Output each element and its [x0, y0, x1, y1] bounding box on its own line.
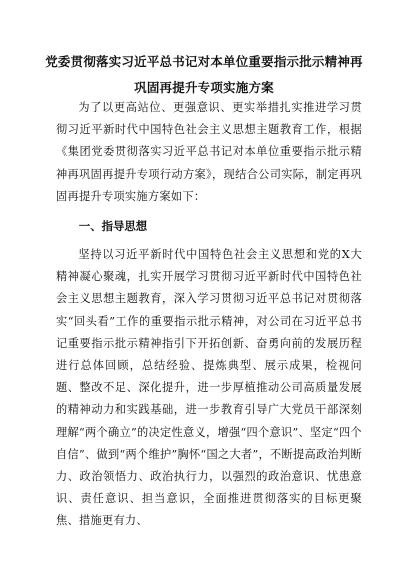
document-body [56, 97, 362, 533]
document-title [40, 49, 368, 101]
title-line-2: 巩固再提升专项实施方案 [134, 80, 274, 95]
section-paragraph: 坚持以习近平新时代中国特色社会主义思想和党的X大精神凝心聚魂，扎实开展学习贯彻习近平新时代中国特色社会主义思想主题教育，深入学习贯彻习近平总书记对贯彻落实“回头看”工作的重要指示批示精神，对公司在习近平总书记重要指示批示精神指引下开拓创新、奋勇向前的发展历程进行总体回顾，总结经验、提炼典型、展示成果，检视问题、整改不足、深化提升，进一步厚植推动公司高质量发展的精神动力和实践基础，进一步教育引导广大党员干部深刻理解“两个确立”的决定性意义，增强“四个意识”、坚定“四个自信”、做到“两个维护”胸怀“国之大者”，不断提高政治判断力、政治领悟力、政治执行力，以强烈的政治意识、忧患意识、责任意识、担当意识，全面推进贯彻落实的目标更聚焦、措施更有力、 [56, 248, 362, 528]
title-line-1: 党委贯彻落实习近平总书记对本单位重要指示批示精神再 [45, 54, 363, 69]
section-heading-guiding-ideology: 一、指导思想 [78, 219, 148, 234]
intro-paragraph: 为了以更高站位、更强意识、更实举措扎实推进学习贯彻习近平新时代中国特色社会主义思想主题教育工作，根据《集团党委贯彻落实习近平总书记对本单位重要指示批示精神再巩固再提升专项行动方案》，现结合公司实际，制定再巩固再提升专项实施方案如下： [56, 101, 362, 203]
